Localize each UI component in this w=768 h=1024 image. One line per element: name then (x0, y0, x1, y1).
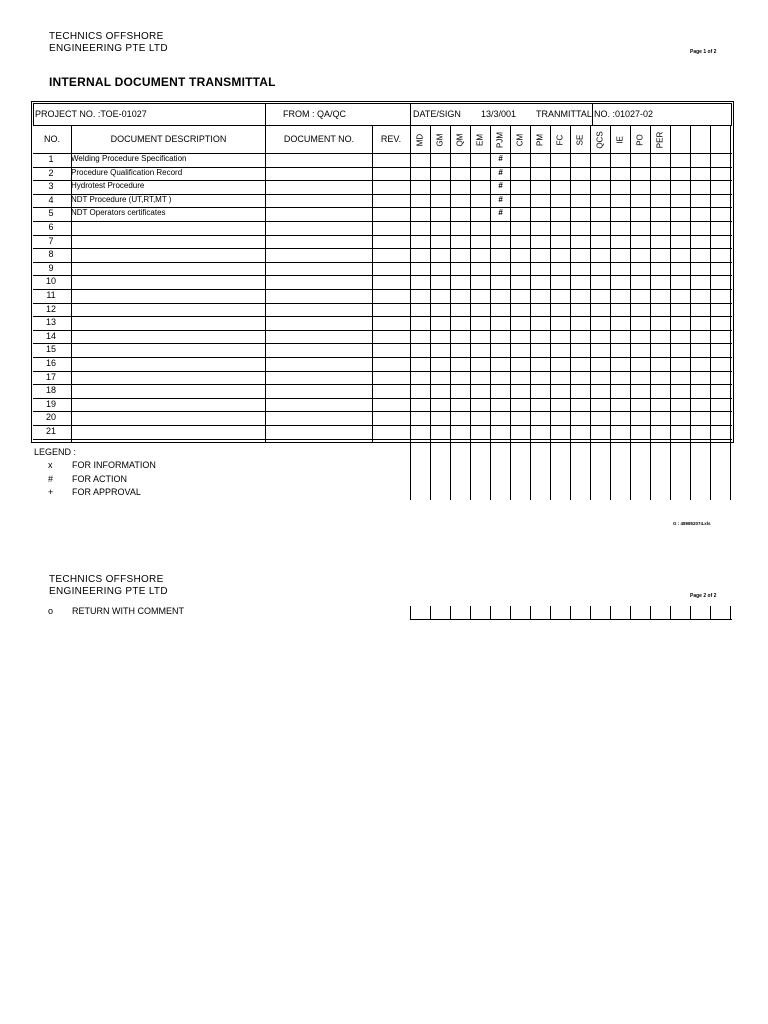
row-action-mark: # (498, 195, 503, 204)
dept-header-se: SE (575, 134, 585, 146)
dept-column-divider (650, 126, 651, 443)
company-line-1: TECHNICS OFFSHORE (49, 31, 164, 42)
legend-column-line (430, 443, 431, 500)
dept-header-em: EM (475, 134, 485, 146)
legend-column-line (610, 443, 611, 500)
row-divider (33, 425, 732, 426)
p2-column-line (490, 606, 491, 620)
date-value: 13/3/001 (481, 109, 517, 119)
legend-column-line (650, 443, 651, 500)
p2-column-line (630, 606, 631, 620)
p2-bottom-line (410, 619, 732, 620)
dept-header-qm: QM (455, 133, 465, 147)
row-divider (33, 398, 732, 399)
dept-header-pm: PM (535, 134, 545, 146)
p2-column-line (430, 606, 431, 620)
p2-column-line (610, 606, 611, 620)
dept-header-gm: GM (435, 133, 445, 147)
date-sign-label: DATE/SIGN (413, 109, 461, 119)
file-reference: G : 489852074.xls (673, 521, 711, 526)
legend-column-line (510, 443, 511, 500)
page-number-2: Page 2 of 2 (690, 593, 717, 599)
row-divider (33, 235, 732, 236)
column-divider (372, 126, 373, 443)
legend-column-line (470, 443, 471, 500)
row-number: 5 (48, 208, 54, 218)
company-line-2: ENGINEERING PTE LTD (49, 43, 168, 54)
legend-column-line (570, 443, 571, 500)
column-header-no: NO. (43, 134, 60, 144)
row-number: 14 (45, 331, 56, 341)
row-action-mark: # (498, 168, 503, 177)
row-divider (33, 411, 732, 412)
p2-column-line (730, 606, 731, 620)
row-divider (33, 357, 732, 358)
legend-symbol: # (48, 473, 54, 484)
company-line-2: ENGINEERING PTE LTD (49, 586, 168, 597)
legend-column-line (630, 443, 631, 500)
dept-header-cm: CM (515, 133, 525, 147)
company-name (49, 31, 168, 55)
legend-column-line (410, 443, 411, 500)
dept-header-fc: FC (555, 134, 565, 146)
legend-text: FOR INFORMATION (72, 460, 156, 470)
row-number: 4 (48, 195, 54, 205)
row-number: 1 (48, 154, 54, 164)
dept-column-divider (550, 126, 551, 443)
row-divider (33, 371, 732, 372)
document-title: INTERNAL DOCUMENT TRANSMITTAL (49, 75, 276, 89)
dept-header-pjm: PJM (495, 132, 505, 148)
row-number: 6 (48, 222, 54, 232)
p2-column-line (590, 606, 591, 620)
p2-column-line (570, 606, 571, 620)
row-divider (33, 439, 732, 440)
dept-header-per: PER (655, 131, 665, 149)
dept-column-divider (410, 126, 411, 443)
p2-column-line (450, 606, 451, 620)
row-divider (33, 384, 732, 385)
dept-column-divider (670, 126, 671, 443)
legend-text: FOR ACTION (72, 473, 128, 484)
dept-column-divider (450, 126, 451, 443)
transmittal-number: TRANMITTAL NO. :01027-02 (536, 109, 654, 119)
dept-column-divider (530, 126, 531, 443)
header-divider (265, 103, 266, 126)
legend-text-return: RETURN WITH COMMENT (72, 606, 184, 616)
dept-column-divider (590, 126, 591, 443)
row-action-mark: # (498, 154, 503, 163)
row-description: Hydrotest Procedure (71, 181, 145, 190)
row-number: 19 (45, 399, 56, 409)
column-header-description: DOCUMENT DESCRIPTION (110, 134, 227, 144)
p2-column-line (710, 606, 711, 620)
row-number: 2 (48, 168, 54, 178)
p2-column-line (550, 606, 551, 620)
row-number: 10 (45, 276, 56, 286)
row-number: 8 (48, 249, 54, 259)
row-number: 13 (45, 317, 56, 327)
row-number: 11 (46, 290, 56, 300)
dept-header-md: MD (415, 133, 425, 147)
company-line-1: TECHNICS OFFSHORE (49, 574, 164, 585)
legend-symbol-return: o (48, 606, 54, 616)
legend-column-line (710, 443, 711, 500)
p2-column-line (510, 606, 511, 620)
row-divider (33, 343, 732, 344)
column-header-document-no: DOCUMENT NO. (283, 134, 355, 144)
row-number: 7 (48, 236, 54, 246)
legend-column-line (490, 443, 491, 500)
row-divider (33, 275, 732, 276)
row-divider (33, 316, 732, 317)
dept-column-divider (710, 126, 711, 443)
row-number: 16 (45, 358, 56, 368)
row-divider (33, 262, 732, 263)
from-field: FROM : QA/QC (283, 109, 346, 119)
row-description: NDT Operators certificates (71, 208, 166, 217)
legend-column-line (690, 443, 691, 500)
row-divider (33, 248, 732, 249)
dept-column-divider (470, 126, 471, 443)
row-description: Procedure Qualification Record (71, 168, 183, 177)
header-divider (410, 103, 411, 126)
legend-column-line (450, 443, 451, 500)
project-number: PROJECT NO. :TOE-01027 (35, 109, 147, 119)
page-number: Page 1 of 2 (690, 49, 717, 55)
legend-column-line (590, 443, 591, 500)
header-divider (592, 103, 593, 126)
row-number: 12 (45, 304, 56, 314)
row-description: NDT Procedure (UT,RT,MT ) (71, 195, 172, 204)
dept-column-divider (690, 126, 691, 443)
row-divider (33, 289, 732, 290)
legend-title: LEGEND : (34, 447, 77, 457)
dept-column-divider (570, 126, 571, 443)
dept-column-divider (610, 126, 611, 443)
dept-column-divider (510, 126, 511, 443)
p2-column-line (690, 606, 691, 620)
row-number: 18 (45, 385, 56, 395)
row-action-mark: # (498, 181, 503, 190)
row-action-mark: # (498, 208, 503, 217)
legend-text: FOR APPROVAL (72, 487, 141, 497)
legend-column-line (730, 443, 731, 500)
p2-column-line (670, 606, 671, 620)
p2-column-line (650, 606, 651, 620)
dept-header-qcs: QCS (595, 131, 605, 149)
row-number: 15 (45, 344, 56, 354)
row-number: 3 (48, 181, 54, 191)
p2-column-line (470, 606, 471, 620)
legend-column-line (670, 443, 671, 500)
row-number: 17 (45, 372, 56, 382)
legend-column-line (530, 443, 531, 500)
p2-column-line (530, 606, 531, 620)
column-divider (265, 126, 266, 443)
row-description: Welding Procedure Specification (71, 154, 187, 163)
column-header-rev: REV. (380, 134, 402, 144)
row-divider (33, 221, 732, 222)
legend-symbol: x (48, 460, 53, 470)
row-number: 20 (45, 412, 56, 422)
dept-column-divider (730, 126, 731, 443)
row-number: 9 (48, 263, 54, 273)
dept-header-po: PO (635, 134, 645, 146)
dept-column-divider (430, 126, 431, 443)
dept-header-ie: IE (615, 136, 625, 144)
row-divider (33, 330, 732, 331)
p2-column-line (410, 606, 411, 620)
legend-column-line (550, 443, 551, 500)
dept-column-divider (630, 126, 631, 443)
row-divider (33, 303, 732, 304)
legend-symbol: + (48, 487, 54, 497)
company-name-page-2 (49, 574, 168, 598)
row-number: 21 (45, 426, 56, 436)
